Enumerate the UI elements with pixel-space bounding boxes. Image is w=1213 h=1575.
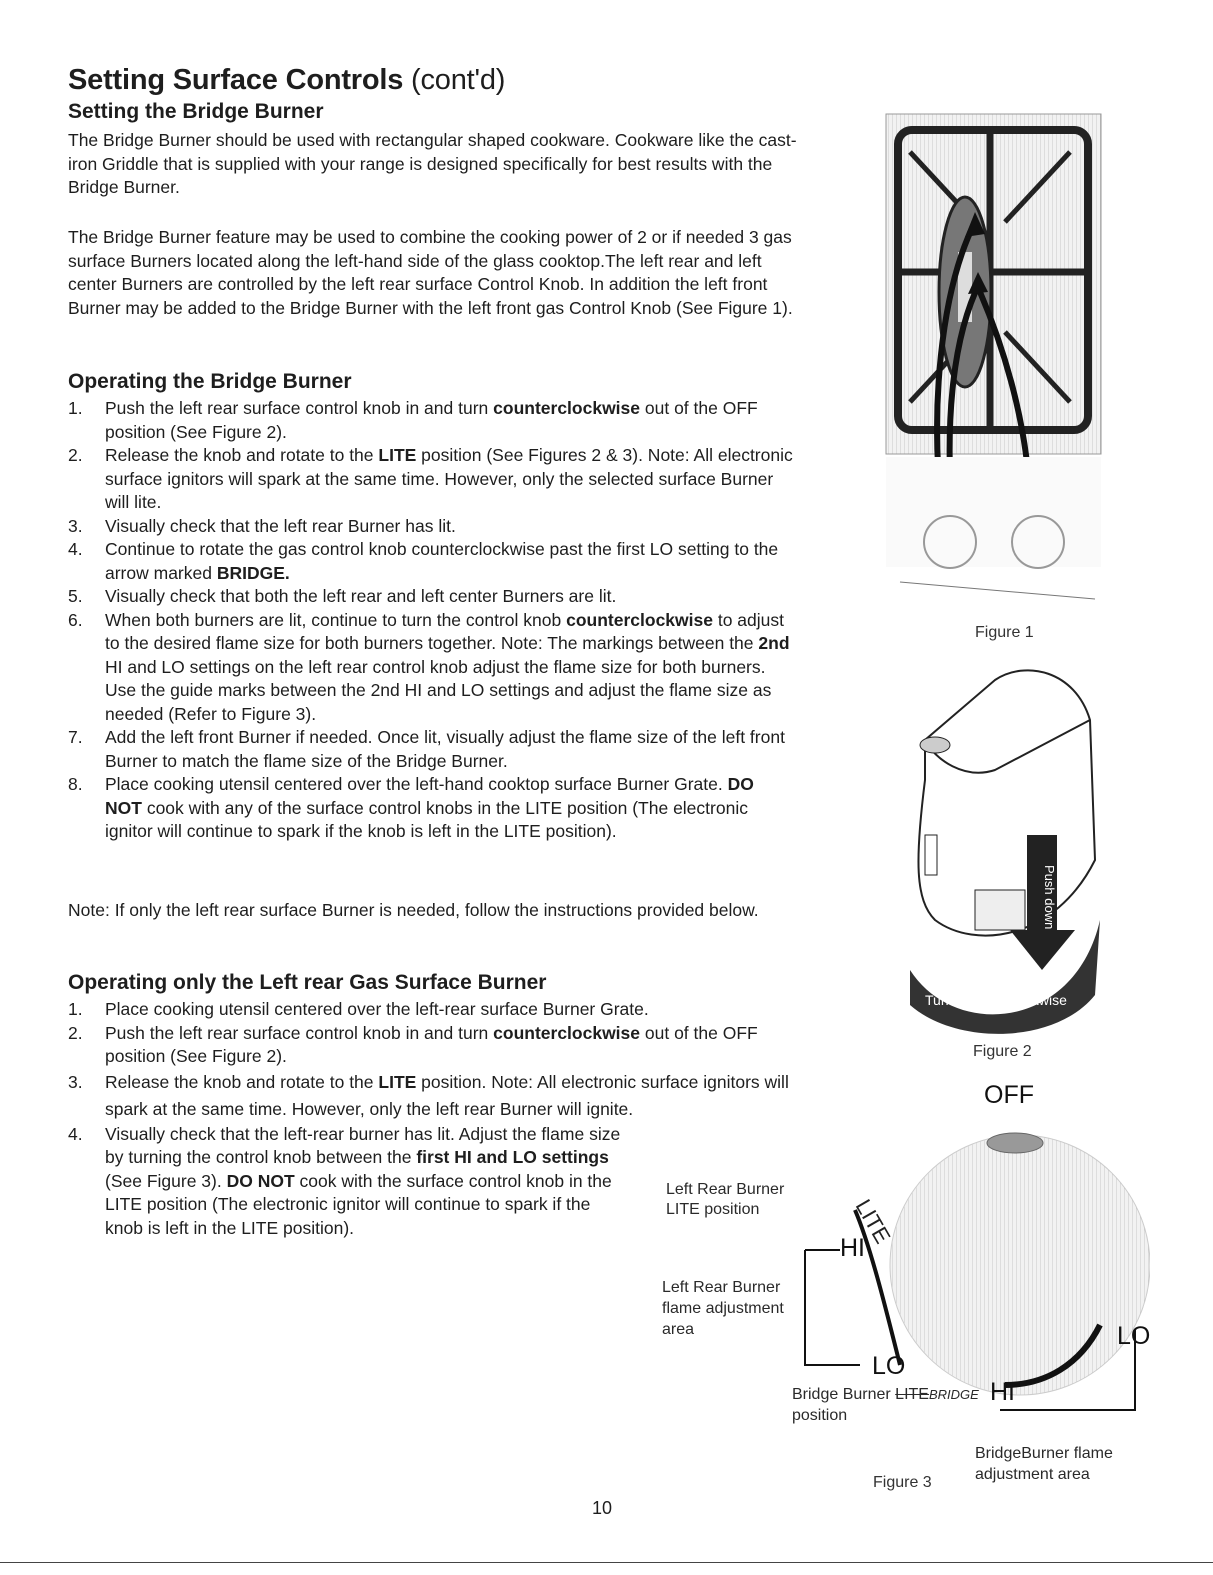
list-item: 1. Push the left rear surface control knob in and turn counterclockwise out of the OFF position (See Figure 2). bbox=[68, 398, 758, 442]
figure3-caption: Figure 3 bbox=[873, 1474, 932, 1491]
lite-mark-label: LITE bbox=[850, 1195, 896, 1248]
title-contd: (cont'd) bbox=[411, 64, 506, 96]
page-number: 10 bbox=[592, 1498, 613, 1518]
bridge-position-label-1: Bridge Burner LITEBRIDGE bbox=[792, 1386, 979, 1403]
bridge-steps-list bbox=[68, 397, 793, 844]
bridge-flame-label-1: BridgeBurner flame bbox=[975, 1445, 1113, 1462]
heading-operating-bridge-burner: Operating the Bridge Burner bbox=[68, 370, 352, 393]
list-item: 2. Push the left rear surface control knob in and turn counterclockwise out of the OFF position (See Figure 2). bbox=[68, 1022, 758, 1066]
left-rear-flame-label-1: Left Rear Burner bbox=[662, 1279, 781, 1296]
left-rear-lite-label-1: Left Rear Burner bbox=[666, 1181, 785, 1198]
list-item: 3. Visually check that the left rear Burner has lit. bbox=[68, 515, 456, 536]
hi-bottom-label: HI bbox=[990, 1378, 1015, 1406]
page-title bbox=[68, 64, 505, 97]
heading-operating-left-rear: Operating only the Left rear Gas Surface Burner bbox=[68, 971, 547, 994]
lo-mid-label: LO bbox=[872, 1352, 906, 1380]
figure1-cooktop-illustration bbox=[880, 112, 1105, 612]
note-paragraph: Note: If only the left rear surface Burner is needed, follow the instructions provided below. bbox=[68, 900, 759, 920]
lo-right-label: LO bbox=[1117, 1322, 1151, 1350]
list-item: 8. Place cooking utensil centered over the left-hand cooktop surface Burner Grate. DO NOT cook with any of the surface control knobs in the LITE position (The electronic ignitor will continue to spark if the knob is left in the LITE position). bbox=[68, 774, 754, 841]
hi-top-label: HI bbox=[840, 1234, 865, 1262]
list-item: 6. When both burners are lit, continue to turn the control knob counterclockwise to adjust to the desired flame size for both burners together. Note: The markings between the 2nd HI and LO settings on the left rear control knob adjust the flame size for both burners. Use the guide marks between the 2nd HI and LO settings and adjust the flame size as needed (Refer to Figure 3). bbox=[68, 609, 790, 724]
off-label: OFF bbox=[984, 1081, 1034, 1109]
bridge-feature-paragraph: The Bridge Burner feature may be used to combine the cooking power of 2 or if needed 3 gas surface Burners located along the left-hand side of the glass cooktop.The left rear and left center Burners are controlled by the left rear surface Control Knob. In addition the left front Burner may be added to the Bridge Burner with the left front gas Control Knob (See Figure 1). bbox=[68, 227, 793, 318]
title-main: Setting Surface Controls bbox=[68, 64, 404, 96]
list-item: 4. Continue to rotate the gas control knob counterclockwise past the first LO setting to the arrow marked BRIDGE. bbox=[68, 539, 779, 583]
list-item: 7. Add the left front Burner if needed. Once lit, visually adjust the flame size of the left front Burner to match the flame size of the Bridge Burner. bbox=[68, 727, 785, 771]
left-rear-flame-label-3: area bbox=[662, 1321, 695, 1338]
figure1-caption: Figure 1 bbox=[975, 624, 1034, 641]
bridge-flame-label-2: adjustment area bbox=[975, 1466, 1090, 1483]
figure2-caption: Figure 2 bbox=[973, 1043, 1032, 1060]
figure2-knob-illustration bbox=[905, 660, 1105, 1040]
bottom-rule bbox=[0, 1562, 1213, 1563]
turn-ccw-label: Turn Counterclockwise bbox=[925, 992, 1067, 1008]
left-rear-lite-label-2: LITE position bbox=[666, 1201, 760, 1218]
list-item: 5. Visually check that both the left rear and left center Burners are lit. bbox=[68, 586, 617, 606]
list-item: 3. Release the knob and rotate to the LITE position. Note: All electronic surface ignitors will spark at the same time. However, only the left rear Burner will ignite. bbox=[68, 1071, 789, 1119]
heading-setting-bridge-burner: Setting the Bridge Burner bbox=[68, 100, 324, 123]
list-item: 4. Visually check that the left-rear burner has lit. Adjust the flame size by turning the control knob between the first HI and LO settings (See Figure 3). DO NOT cook with the surface control knob in the LITE position (The electronic ignitor will continue to spark if the knob is left in the LITE position). bbox=[68, 1123, 621, 1238]
list-item: 2. Release the knob and rotate to the LITE position (See Figures 2 & 3). Note: All electronic surface ignitors will spark at the same time. However, only the selected surface Burner will lite. bbox=[68, 445, 793, 512]
bridge-position-label-2: position bbox=[792, 1407, 848, 1424]
left-rear-flame-label-2: flame adjustment bbox=[662, 1300, 784, 1317]
push-down-label: Push down bbox=[1042, 865, 1057, 930]
intro-paragraph: The Bridge Burner should be used with rectangular shaped cookware. Cookware like the cast-iron Griddle that is supplied with your range is designed specifically for best results with the Bridge Burner. bbox=[68, 130, 797, 197]
list-item: 1. Place cooking utensil centered over the left-rear surface Burner Grate. bbox=[68, 999, 649, 1019]
